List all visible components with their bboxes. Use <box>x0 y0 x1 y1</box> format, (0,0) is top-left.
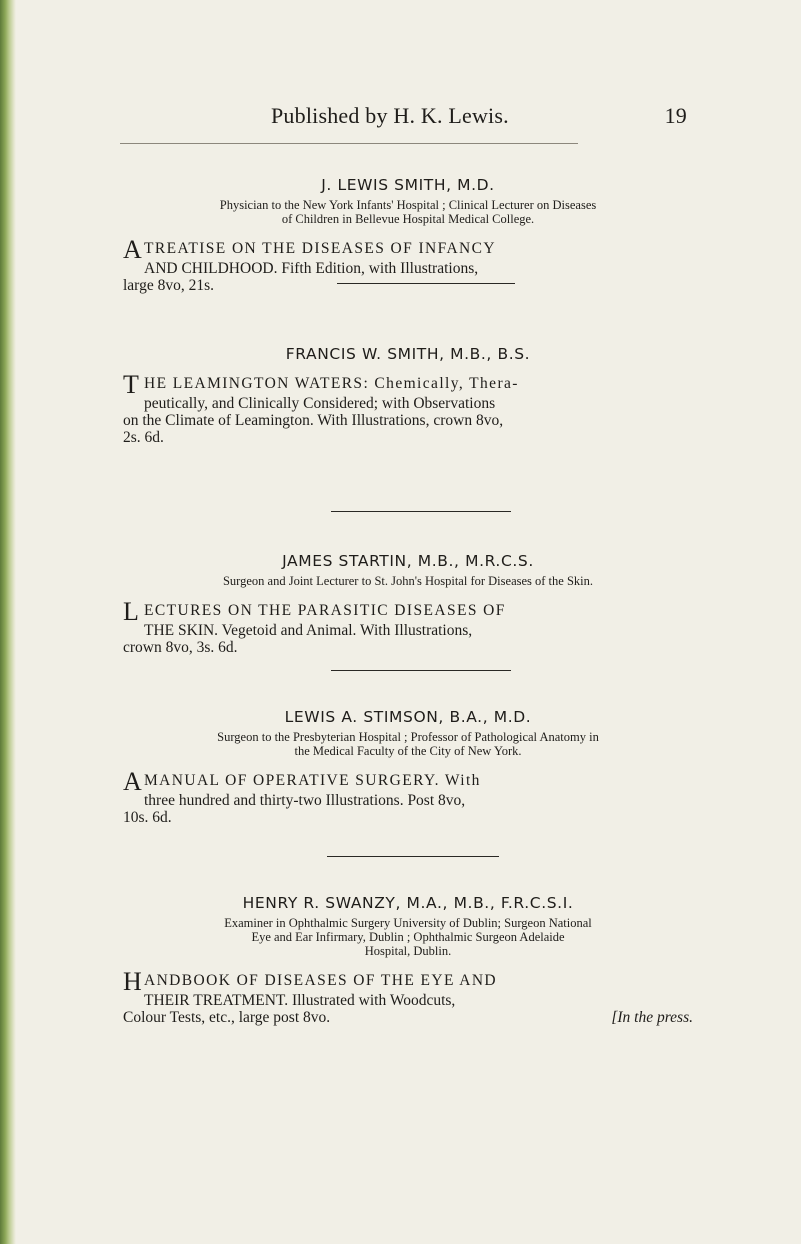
section-rule <box>331 670 511 671</box>
text-line: HE LEAMINGTON WATERS: Chemically, Thera- <box>144 375 519 392</box>
entry-henry-r-swanzy <box>123 894 693 1026</box>
drop-cap: A <box>123 235 144 264</box>
drop-cap: H <box>123 967 144 996</box>
author-name: LEWIS A. STIMSON, B.A., M.D. <box>284 708 532 726</box>
text-line: ECTURES ON THE PARASITIC DISEASES OF <box>144 602 506 619</box>
entry-j-lewis-smith <box>123 176 693 294</box>
author-name: J. LEWIS SMITH, M.D. <box>321 176 495 194</box>
text-line: THEIR TREATMENT. Illustrated with Woodcuts, <box>144 992 456 1009</box>
author-name: FRANCIS W. SMITH, M.B., B.S. <box>285 345 531 363</box>
text-line: three hundred and thirty-two Illustrations. Post 8vo, <box>144 792 466 809</box>
author-description: Surgeon and Joint Lecturer to St. John's Hospital for Diseases of the Skin. <box>222 574 594 588</box>
section-rule <box>331 511 511 512</box>
running-header <box>123 103 693 133</box>
book-description <box>123 767 693 826</box>
text-line: Colour Tests, etc., large post 8vo. <box>123 1009 331 1026</box>
entry-lewis-a-stimson <box>123 708 693 826</box>
text-line: TREATISE ON THE DISEASES OF INFANCY <box>144 240 496 257</box>
text-line: ANDBOOK OF DISEASES OF THE EYE AND <box>144 972 498 989</box>
book-description <box>123 597 693 656</box>
page-number: 19 <box>664 103 687 128</box>
text-line: on the Climate of Leamington. With Illustrations, crown 8vo, <box>123 412 504 429</box>
text-line: THE SKIN. Vegetoid and Animal. With Illustrations, <box>144 622 473 639</box>
header-title: Published by H. K. Lewis. <box>271 103 509 128</box>
author-name: HENRY R. SWANZY, M.A., M.B., F.R.C.S.I. <box>242 894 574 912</box>
text-line: crown 8vo, 3s. 6d. <box>123 639 238 656</box>
section-rule <box>337 283 515 284</box>
text-line: AND CHILDHOOD. Fifth Edition, with Illustrations, <box>144 260 479 277</box>
drop-cap: L <box>123 597 141 626</box>
book-description <box>123 235 693 294</box>
book-description <box>123 967 693 1026</box>
drop-cap: A <box>123 767 144 796</box>
header-rule <box>120 143 578 144</box>
text-line: MANUAL OF OPERATIVE SURGERY. With <box>144 772 481 789</box>
text-line: 10s. 6d. <box>123 809 172 826</box>
text-line: peutically, and Clinically Considered; with Observations <box>144 395 496 412</box>
book-spine-edge <box>0 0 16 1244</box>
section-rule <box>327 856 499 857</box>
text-line: 2s. 6d. <box>123 429 164 446</box>
author-description: Examiner in Ophthalmic Surgery University of Dublin; Surgeon National Eye and Ear Infirmary, Dublin ; Ophthalmic Surgeon Adelaide Hospital, Dublin. <box>224 916 592 958</box>
book-description <box>123 370 693 446</box>
press-note: [In the press. <box>611 1009 693 1026</box>
drop-cap: T <box>123 370 141 399</box>
entry-james-startin <box>123 552 693 656</box>
text-line: large 8vo, 21s. <box>123 277 214 294</box>
entry-francis-w-smith <box>123 345 693 446</box>
author-name: JAMES STARTIN, M.B., M.R.C.S. <box>282 552 534 570</box>
author-description: Surgeon to the Presbyterian Hospital ; Professor of Pathological Anatomy in the Medical Faculty of the City of New York. <box>217 730 599 758</box>
author-description: Physician to the New York Infants' Hospital ; Clinical Lecturer on Diseases of Children in Bellevue Hospital Medical College. <box>219 198 597 226</box>
